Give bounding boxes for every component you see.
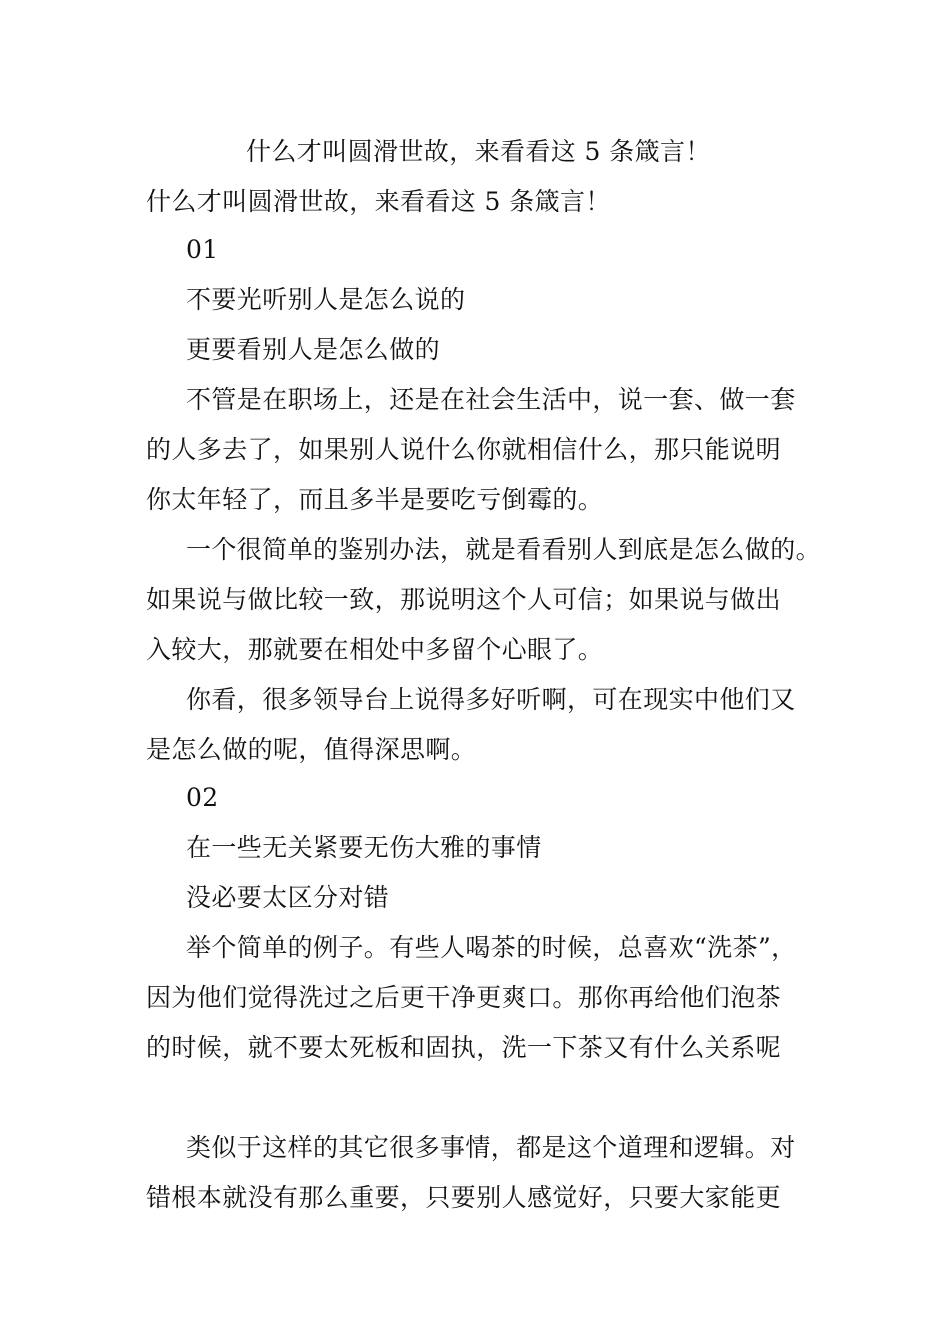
section-heading: 更要看别人是怎么做的 (186, 335, 441, 364)
paragraph-line: 你看，很多领导台上说得多好听啊，可在现实中他们又 (186, 685, 796, 714)
section-heading: 不要光听别人是怎么说的 (186, 285, 466, 314)
paragraph-line: 错根本就没有那么重要，只要别人感觉好，只要大家能更 (146, 1183, 782, 1212)
paragraph-line: 你太年轻了，而且多半是要吃亏倒霉的。 (146, 485, 604, 514)
section-number: 01 (186, 235, 219, 264)
paragraph-line: 举个简单的例子。有些人喝茶的时候，总喜欢“洗茶”， (186, 933, 797, 962)
paragraph-line: 一个很简单的鉴别办法，就是看看别人到底是怎么做的。 (186, 535, 822, 564)
paragraph-line: 如果说与做比较一致，那说明这个人可信；如果说与做出 (146, 585, 782, 614)
paragraph-line: 的人多去了，如果别人说什么你就相信什么，那只能说明 (146, 435, 782, 464)
section-number: 02 (186, 783, 219, 812)
text-line: 什么才叫圆滑世故，来看看这 5 条箴言！ (146, 187, 611, 216)
paragraph-line: 因为他们觉得洗过之后更干净更爽口。那你再给他们泡茶 (146, 983, 782, 1012)
paragraph-line: 不管是在职场上，还是在社会生活中，说一套、做一套 (186, 385, 796, 414)
paragraph-line: 是怎么做的呢，值得深思啊。 (146, 735, 477, 764)
paragraph-line: 入较大，那就要在相处中多留个心眼了。 (146, 635, 604, 664)
section-heading: 在一些无关紧要无伤大雅的事情 (186, 833, 542, 862)
document-title: 什么才叫圆滑世故，来看看这 5 条箴言！ (246, 137, 711, 166)
section-heading: 没必要太区分对错 (186, 883, 390, 912)
paragraph-line: 的时候，就不要太死板和固执，洗一下茶又有什么关系呢 (146, 1033, 782, 1062)
paragraph-line: 类似于这样的其它很多事情，都是这个道理和逻辑。对 (186, 1133, 796, 1162)
